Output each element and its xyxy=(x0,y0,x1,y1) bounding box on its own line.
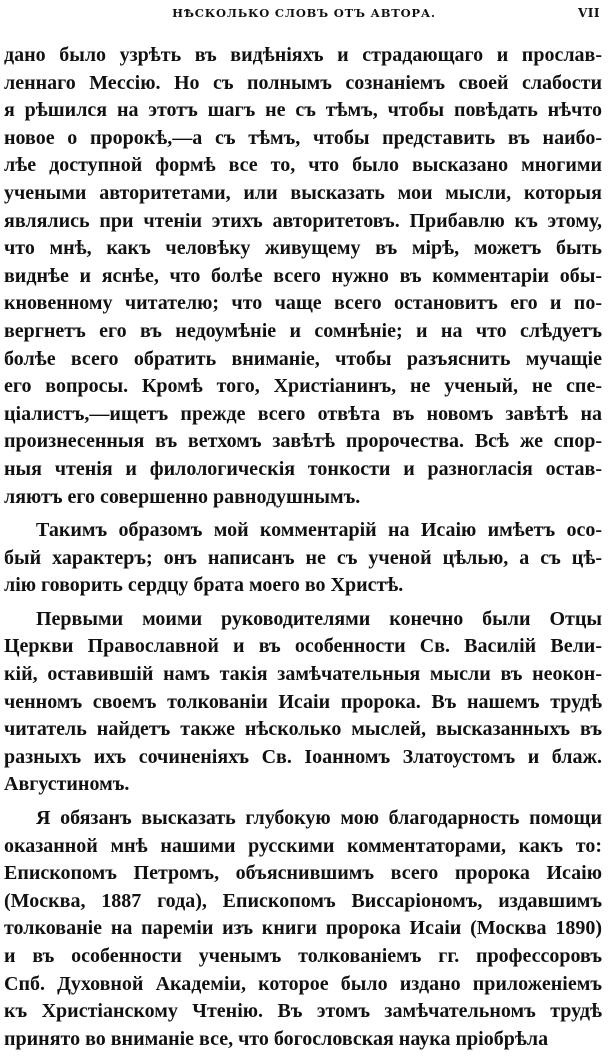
page-number: VII xyxy=(577,6,600,20)
text-line: (Москва, 1887 года), Епископомъ Виссаріономъ, издавшимъ xyxy=(4,889,602,912)
text-line: вергнетъ его въ недоумѣніе и сомнѣніе; и на что слѣдуетъ xyxy=(4,319,602,342)
text-line: дано было узрѣть въ видѣніяхъ и страдающаго и прослав- xyxy=(4,44,602,66)
text-line: являлись при чтеніи этихъ авторитетовъ. Прибавлю къ этому, xyxy=(4,209,602,232)
text-line: Церкви Православной и въ особенности Св. Василій Вели- xyxy=(4,635,602,658)
text-line: читатель найдетъ также нѣсколько мыслей, высказанныхъ въ xyxy=(4,718,602,741)
text-line: учеными авторитетами, или высказать мои мысли, которыя xyxy=(4,181,602,204)
running-header xyxy=(0,6,608,22)
text-line: принято во вниманіе все, что богословская наука пріобрѣла xyxy=(4,1027,549,1050)
text-line: новое о пророкѣ,—а съ тѣмъ, чтобы представить въ наибо- xyxy=(4,126,602,149)
text-line: его вопросы. Кромѣ того, Христіанинъ, не ученый, не спе- xyxy=(4,375,602,398)
text-line: болѣе всего обратить вниманіе, чтобы разъяснить мучащіе xyxy=(4,347,602,370)
text-line: что мнѣ, какъ человѣку живущему въ мірѣ, можетъ быть xyxy=(4,237,602,260)
text-line: толкованіе на пареміи изъ книги пророка Исаіи (Москва 1890) xyxy=(4,917,602,940)
text-line: Я обязанъ высказать глубокую мою благодарность помощи xyxy=(36,807,602,830)
text-line: ныя чтенія и филологическія тонкости и разногласія остав- xyxy=(4,457,602,480)
text-line: виднѣе и яснѣе, что болѣе всего нужно въ комментаріи обы- xyxy=(4,264,602,287)
text-line: ченномъ своемъ толкованіи Исаіи пророка. Въ нашемъ трудѣ xyxy=(4,690,602,713)
text-line: лію говорить сердцу брата моего во Христѣ. xyxy=(4,574,404,597)
text-line: ціалистъ,—ищетъ прежде всего отвѣта въ новомъ завѣтѣ на xyxy=(4,402,602,425)
text-line: Первыми моими руководителями конечно были Отцы xyxy=(36,607,602,630)
text-line: я рѣшился на этотъ шагъ не съ тѣмъ, чтобы повѣдать нѣчто xyxy=(4,99,602,122)
text-line: Спб. Духовной Академіи, которое было издано приложеніемъ xyxy=(4,972,602,995)
paragraph xyxy=(4,42,602,511)
text-line: и въ особенности ученымъ толкованіемъ гг. профессоровъ xyxy=(4,945,602,967)
paragraph xyxy=(4,517,602,600)
text-line: оказанной мнѣ нашими русскими комментаторами, какъ то: xyxy=(4,834,602,857)
text-line: ляютъ его совершенно равнодушнымъ. xyxy=(4,485,361,508)
text-line: леннаго Мессію. Но съ полнымъ сознаніемъ своей слабости xyxy=(4,71,602,94)
running-title: НѢСКОЛЬКО СЛОВЪ ОТЪ АВТОРА. xyxy=(172,6,436,20)
text-line: Такимъ образомъ мой комментарій на Исаію имѣетъ осо- xyxy=(36,519,602,542)
paragraph xyxy=(4,606,602,799)
text-line: Епископомъ Петромъ, объяснившимъ всего пророка Исаію xyxy=(4,862,602,885)
text-line: кновенному читателю; что чаще всего остановитъ его и по- xyxy=(4,292,602,315)
text-line: Августиномъ. xyxy=(4,773,130,796)
text-line: кій, оставившій намъ такія замѣчательныя мысли въ неокон- xyxy=(4,663,602,686)
text-line: бый характеръ; онъ написанъ не съ ученой цѣлью, а съ цѣ- xyxy=(4,546,602,569)
text-body xyxy=(4,42,602,1059)
text-line: лѣе доступной формѣ все то, что было высказано многими xyxy=(4,154,602,177)
paragraph xyxy=(4,805,602,1053)
text-line: къ Христіанскому Чтенію. Въ этомъ замѣчательномъ трудѣ xyxy=(4,1000,602,1023)
text-line: разныхъ ихъ сочиненіяхъ Св. Іоанномъ Златоустомъ и блаж. xyxy=(4,745,602,768)
text-line: произнесенныя въ ветхомъ завѣтѣ пророчества. Всѣ же спор- xyxy=(4,430,602,453)
